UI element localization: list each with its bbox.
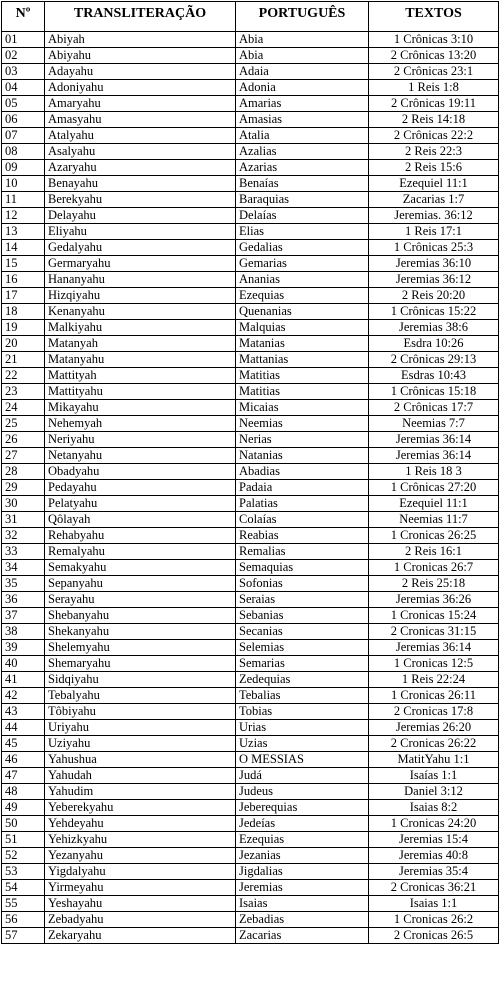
table-row <box>2 896 499 912</box>
table-row <box>2 384 499 400</box>
table-row <box>2 800 499 816</box>
table-row <box>2 128 499 144</box>
table-row <box>2 496 499 512</box>
portuguese-cell: Zebadias <box>236 912 369 928</box>
table-row <box>2 688 499 704</box>
table-row <box>2 848 499 864</box>
table-row <box>2 592 499 608</box>
table-row <box>2 400 499 416</box>
transliteration-cell: Qôlayah <box>45 512 236 528</box>
texts-cell: 1 Cronicas 26:11 <box>369 688 499 704</box>
transliteration-cell: Adoniyahu <box>45 80 236 96</box>
texts-cell: 2 Crônicas 13:20 <box>369 48 499 64</box>
table-row <box>2 80 499 96</box>
transliteration-cell: Semakyahu <box>45 560 236 576</box>
texts-cell: 2 Cronicas 31:15 <box>369 624 499 640</box>
transliteration-cell: Germaryahu <box>45 256 236 272</box>
texts-cell: Jeremias. 36:12 <box>369 208 499 224</box>
table-row <box>2 768 499 784</box>
row-number: 48 <box>2 784 45 800</box>
texts-cell: Esdra 10:26 <box>369 336 499 352</box>
transliteration-cell: Remalyahu <box>45 544 236 560</box>
texts-cell: 1 Cronicas 26:25 <box>369 528 499 544</box>
portuguese-cell: Remalias <box>236 544 369 560</box>
table-row <box>2 864 499 880</box>
texts-cell: Jeremias 36:10 <box>369 256 499 272</box>
portuguese-cell: Gedalias <box>236 240 369 256</box>
portuguese-cell: Sebanias <box>236 608 369 624</box>
portuguese-cell: Zedequias <box>236 672 369 688</box>
portuguese-cell: Mattanias <box>236 352 369 368</box>
table-row <box>2 320 499 336</box>
texts-cell: 1 Crônicas 3:10 <box>369 32 499 48</box>
transliteration-cell: Yeberekyahu <box>45 800 236 816</box>
table-row <box>2 928 499 944</box>
table-row <box>2 112 499 128</box>
texts-cell: 1 Cronicas 26:2 <box>369 912 499 928</box>
portuguese-cell: Quenanias <box>236 304 369 320</box>
transliteration-cell: Mattityahu <box>45 384 236 400</box>
transliteration-cell: Matanyah <box>45 336 236 352</box>
portuguese-cell: Delaías <box>236 208 369 224</box>
transliteration-cell: Asalyahu <box>45 144 236 160</box>
portuguese-cell: Judeus <box>236 784 369 800</box>
texts-cell: Jeremias 26:20 <box>369 720 499 736</box>
texts-cell: 2 Crônicas 29:13 <box>369 352 499 368</box>
row-number: 01 <box>2 32 45 48</box>
table-row <box>2 784 499 800</box>
row-number: 50 <box>2 816 45 832</box>
row-number: 33 <box>2 544 45 560</box>
transliteration-cell: Yezanyahu <box>45 848 236 864</box>
transliteration-cell: Shelemyahu <box>45 640 236 656</box>
transliteration-cell: Netanyahu <box>45 448 236 464</box>
row-number: 12 <box>2 208 45 224</box>
table-row <box>2 336 499 352</box>
table-row <box>2 464 499 480</box>
texts-cell: Isaias 1:1 <box>369 896 499 912</box>
transliteration-cell: Pelatyahu <box>45 496 236 512</box>
transliteration-cell: Yirmeyahu <box>45 880 236 896</box>
transliteration-cell: Mattityah <box>45 368 236 384</box>
row-number: 44 <box>2 720 45 736</box>
table-row <box>2 736 499 752</box>
row-number: 49 <box>2 800 45 816</box>
texts-cell: Jeremias 38:6 <box>369 320 499 336</box>
transliteration-cell: Delayahu <box>45 208 236 224</box>
texts-cell: 2 Crônicas 22:2 <box>369 128 499 144</box>
table-row <box>2 480 499 496</box>
transliteration-cell: Uriyahu <box>45 720 236 736</box>
portuguese-cell: Reabias <box>236 528 369 544</box>
table-row <box>2 192 499 208</box>
transliteration-cell: Rehabyahu <box>45 528 236 544</box>
row-number: 42 <box>2 688 45 704</box>
transliteration-cell: Yehizkyahu <box>45 832 236 848</box>
portuguese-cell: Tobias <box>236 704 369 720</box>
transliteration-cell: Malkiyahu <box>45 320 236 336</box>
texts-cell: Ezequiel 11:1 <box>369 496 499 512</box>
texts-cell: Jeremias 15:4 <box>369 832 499 848</box>
row-number: 02 <box>2 48 45 64</box>
row-number: 05 <box>2 96 45 112</box>
portuguese-cell: Palatias <box>236 496 369 512</box>
table-row <box>2 704 499 720</box>
texts-cell: 1 Cronicas 12:5 <box>369 656 499 672</box>
portuguese-cell: Uzias <box>236 736 369 752</box>
header-transliteration: TRANSLITERAÇÃO <box>45 2 236 32</box>
texts-cell: Isaías 1:1 <box>369 768 499 784</box>
row-number: 21 <box>2 352 45 368</box>
portuguese-cell: Secanias <box>236 624 369 640</box>
texts-cell: Jeremias 36:14 <box>369 448 499 464</box>
portuguese-cell: Benaías <box>236 176 369 192</box>
row-number: 47 <box>2 768 45 784</box>
portuguese-cell: Jeremias <box>236 880 369 896</box>
portuguese-cell: Adaia <box>236 64 369 80</box>
header-number: Nº <box>2 2 45 32</box>
texts-cell: Isaias 8:2 <box>369 800 499 816</box>
row-number: 23 <box>2 384 45 400</box>
transliteration-cell: Matanyahu <box>45 352 236 368</box>
texts-cell: 2 Cronicas 26:22 <box>369 736 499 752</box>
table-row <box>2 544 499 560</box>
row-number: 43 <box>2 704 45 720</box>
row-number: 16 <box>2 272 45 288</box>
row-number: 07 <box>2 128 45 144</box>
texts-cell: 1 Cronicas 15:24 <box>369 608 499 624</box>
table-row <box>2 416 499 432</box>
document-page <box>1 1 498 944</box>
transliteration-cell: Tôbiyahu <box>45 704 236 720</box>
portuguese-cell: Ezequias <box>236 832 369 848</box>
texts-cell: 2 Reis 20:20 <box>369 288 499 304</box>
texts-cell: 2 Cronicas 17:8 <box>369 704 499 720</box>
table-row <box>2 832 499 848</box>
row-number: 25 <box>2 416 45 432</box>
names-table <box>1 1 499 944</box>
portuguese-cell: Jezanias <box>236 848 369 864</box>
row-number: 09 <box>2 160 45 176</box>
portuguese-cell: Abia <box>236 48 369 64</box>
header-portuguese: PORTUGUÊS <box>236 2 369 32</box>
table-row <box>2 224 499 240</box>
transliteration-cell: Shemaryahu <box>45 656 236 672</box>
table-row <box>2 656 499 672</box>
row-number: 56 <box>2 912 45 928</box>
portuguese-cell: Malquias <box>236 320 369 336</box>
portuguese-cell: Micaias <box>236 400 369 416</box>
row-number: 51 <box>2 832 45 848</box>
transliteration-cell: Neriyahu <box>45 432 236 448</box>
table-row <box>2 880 499 896</box>
row-number: 19 <box>2 320 45 336</box>
table-row <box>2 288 499 304</box>
table-row <box>2 752 499 768</box>
row-number: 35 <box>2 576 45 592</box>
table-row <box>2 624 499 640</box>
row-number: 10 <box>2 176 45 192</box>
texts-cell: 1 Reis 1:8 <box>369 80 499 96</box>
portuguese-cell: Matanias <box>236 336 369 352</box>
table-row <box>2 608 499 624</box>
transliteration-cell: Obadyahu <box>45 464 236 480</box>
transliteration-cell: Hizqiyahu <box>45 288 236 304</box>
row-number: 28 <box>2 464 45 480</box>
texts-cell: Ezequiel 11:1 <box>369 176 499 192</box>
table-row <box>2 272 499 288</box>
texts-cell: Neemias 7:7 <box>369 416 499 432</box>
row-number: 29 <box>2 480 45 496</box>
texts-cell: 2 Reis 25:18 <box>369 576 499 592</box>
transliteration-cell: Sepanyahu <box>45 576 236 592</box>
texts-cell: Daniel 3:12 <box>369 784 499 800</box>
portuguese-cell: Abadias <box>236 464 369 480</box>
row-number: 57 <box>2 928 45 944</box>
portuguese-cell: Selemias <box>236 640 369 656</box>
texts-cell: 2 Crônicas 17:7 <box>369 400 499 416</box>
row-number: 06 <box>2 112 45 128</box>
texts-cell: 1 Cronicas 24:20 <box>369 816 499 832</box>
table-row <box>2 448 499 464</box>
transliteration-cell: Yeshayahu <box>45 896 236 912</box>
texts-cell: Zacarias 1:7 <box>369 192 499 208</box>
row-number: 24 <box>2 400 45 416</box>
portuguese-cell: Amasias <box>236 112 369 128</box>
transliteration-cell: Yahudah <box>45 768 236 784</box>
row-number: 53 <box>2 864 45 880</box>
row-number: 26 <box>2 432 45 448</box>
transliteration-cell: Yehdeyahu <box>45 816 236 832</box>
texts-cell: 1 Crônicas 15:22 <box>369 304 499 320</box>
portuguese-cell: Seraias <box>236 592 369 608</box>
row-number: 52 <box>2 848 45 864</box>
row-number: 32 <box>2 528 45 544</box>
texts-cell: 2 Cronicas 36:21 <box>369 880 499 896</box>
portuguese-cell: Ananias <box>236 272 369 288</box>
texts-cell: Jeremias 40:8 <box>369 848 499 864</box>
transliteration-cell: Shebanyahu <box>45 608 236 624</box>
texts-cell: 2 Cronicas 26:5 <box>369 928 499 944</box>
row-number: 08 <box>2 144 45 160</box>
portuguese-cell: Jeberequias <box>236 800 369 816</box>
table-row <box>2 640 499 656</box>
transliteration-cell: Berekyahu <box>45 192 236 208</box>
texts-cell: 1 Reis 22:24 <box>369 672 499 688</box>
row-number: 46 <box>2 752 45 768</box>
texts-cell: Jeremias 36:12 <box>369 272 499 288</box>
transliteration-cell: Pedayahu <box>45 480 236 496</box>
texts-cell: 2 Reis 15:6 <box>369 160 499 176</box>
portuguese-cell: Semarias <box>236 656 369 672</box>
table-row <box>2 720 499 736</box>
row-number: 03 <box>2 64 45 80</box>
transliteration-cell: Yahudim <box>45 784 236 800</box>
transliteration-cell: Shekanyahu <box>45 624 236 640</box>
row-number: 36 <box>2 592 45 608</box>
transliteration-cell: Tebalyahu <box>45 688 236 704</box>
row-number: 20 <box>2 336 45 352</box>
portuguese-cell: Elias <box>236 224 369 240</box>
portuguese-cell: Judá <box>236 768 369 784</box>
transliteration-cell: Zekaryahu <box>45 928 236 944</box>
row-number: 34 <box>2 560 45 576</box>
header-texts: TEXTOS <box>369 2 499 32</box>
table-row <box>2 816 499 832</box>
table-row <box>2 528 499 544</box>
texts-cell: 1 Cronicas 26:7 <box>369 560 499 576</box>
table-row <box>2 208 499 224</box>
texts-cell: 2 Reis 22:3 <box>369 144 499 160</box>
texts-cell: 1 Crônicas 25:3 <box>369 240 499 256</box>
transliteration-cell: Amasyahu <box>45 112 236 128</box>
transliteration-cell: Abiyahu <box>45 48 236 64</box>
transliteration-cell: Kenanyahu <box>45 304 236 320</box>
portuguese-cell: Azalias <box>236 144 369 160</box>
row-number: 22 <box>2 368 45 384</box>
portuguese-cell: Urias <box>236 720 369 736</box>
row-number: 31 <box>2 512 45 528</box>
portuguese-cell: Jedeías <box>236 816 369 832</box>
texts-cell: Jeremias 36:14 <box>369 640 499 656</box>
portuguese-cell: Jigdalias <box>236 864 369 880</box>
portuguese-cell: Padaia <box>236 480 369 496</box>
table-row <box>2 48 499 64</box>
table-row <box>2 912 499 928</box>
texts-cell: 2 Reis 14:18 <box>369 112 499 128</box>
transliteration-cell: Eliyahu <box>45 224 236 240</box>
transliteration-cell: Adayahu <box>45 64 236 80</box>
row-number: 41 <box>2 672 45 688</box>
texts-cell: Neemias 11:7 <box>369 512 499 528</box>
texts-cell: 2 Crônicas 23:1 <box>369 64 499 80</box>
texts-cell: Jeremias 36:26 <box>369 592 499 608</box>
transliteration-cell: Nehemyah <box>45 416 236 432</box>
portuguese-cell: Adonia <box>236 80 369 96</box>
portuguese-cell: Zacarias <box>236 928 369 944</box>
transliteration-cell: Serayahu <box>45 592 236 608</box>
portuguese-cell: Nerias <box>236 432 369 448</box>
table-row <box>2 560 499 576</box>
table-row <box>2 32 499 48</box>
transliteration-cell: Mikayahu <box>45 400 236 416</box>
portuguese-cell: Tebalias <box>236 688 369 704</box>
texts-cell: Jeremias 35:4 <box>369 864 499 880</box>
portuguese-cell: Neemias <box>236 416 369 432</box>
table-row <box>2 96 499 112</box>
transliteration-cell: Yahushua <box>45 752 236 768</box>
row-number: 40 <box>2 656 45 672</box>
row-number: 17 <box>2 288 45 304</box>
table-row <box>2 576 499 592</box>
row-number: 39 <box>2 640 45 656</box>
transliteration-cell: Amaryahu <box>45 96 236 112</box>
texts-cell: MatitYahu 1:1 <box>369 752 499 768</box>
row-number: 15 <box>2 256 45 272</box>
table-row <box>2 176 499 192</box>
table-row <box>2 144 499 160</box>
table-row <box>2 240 499 256</box>
row-number: 27 <box>2 448 45 464</box>
table-row <box>2 432 499 448</box>
portuguese-cell: O MESSIAS <box>236 752 369 768</box>
transliteration-cell: Hananyahu <box>45 272 236 288</box>
table-row <box>2 64 499 80</box>
portuguese-cell: Semaquias <box>236 560 369 576</box>
texts-cell: Esdras 10:43 <box>369 368 499 384</box>
row-number: 14 <box>2 240 45 256</box>
portuguese-cell: Baraquias <box>236 192 369 208</box>
table-row <box>2 672 499 688</box>
table-row <box>2 512 499 528</box>
portuguese-cell: Abia <box>236 32 369 48</box>
transliteration-cell: Atalyahu <box>45 128 236 144</box>
texts-cell: 2 Reis 16:1 <box>369 544 499 560</box>
transliteration-cell: Sidqiyahu <box>45 672 236 688</box>
portuguese-cell: Sofonias <box>236 576 369 592</box>
texts-cell: 1 Reis 18 3 <box>369 464 499 480</box>
portuguese-cell: Natanias <box>236 448 369 464</box>
table-row <box>2 352 499 368</box>
row-number: 45 <box>2 736 45 752</box>
row-number: 04 <box>2 80 45 96</box>
row-number: 37 <box>2 608 45 624</box>
portuguese-cell: Isaias <box>236 896 369 912</box>
transliteration-cell: Yigdalyahu <box>45 864 236 880</box>
header-row <box>2 2 499 32</box>
portuguese-cell: Amarias <box>236 96 369 112</box>
texts-cell: Jeremias 36:14 <box>369 432 499 448</box>
table-row <box>2 368 499 384</box>
transliteration-cell: Zebadyahu <box>45 912 236 928</box>
texts-cell: 1 Reis 17:1 <box>369 224 499 240</box>
transliteration-cell: Gedalyahu <box>45 240 236 256</box>
texts-cell: 2 Crônicas 19:11 <box>369 96 499 112</box>
row-number: 38 <box>2 624 45 640</box>
transliteration-cell: Uziyahu <box>45 736 236 752</box>
row-number: 11 <box>2 192 45 208</box>
transliteration-cell: Abiyah <box>45 32 236 48</box>
texts-cell: 1 Crônicas 15:18 <box>369 384 499 400</box>
transliteration-cell: Azaryahu <box>45 160 236 176</box>
table-row <box>2 160 499 176</box>
portuguese-cell: Gemarias <box>236 256 369 272</box>
table-body <box>2 32 499 944</box>
portuguese-cell: Ezequias <box>236 288 369 304</box>
portuguese-cell: Azarias <box>236 160 369 176</box>
row-number: 54 <box>2 880 45 896</box>
row-number: 13 <box>2 224 45 240</box>
row-number: 30 <box>2 496 45 512</box>
table-row <box>2 256 499 272</box>
texts-cell: 1 Crônicas 27:20 <box>369 480 499 496</box>
portuguese-cell: Matitias <box>236 368 369 384</box>
portuguese-cell: Colaías <box>236 512 369 528</box>
row-number: 18 <box>2 304 45 320</box>
row-number: 55 <box>2 896 45 912</box>
transliteration-cell: Benayahu <box>45 176 236 192</box>
portuguese-cell: Atalia <box>236 128 369 144</box>
portuguese-cell: Matitias <box>236 384 369 400</box>
table-row <box>2 304 499 320</box>
